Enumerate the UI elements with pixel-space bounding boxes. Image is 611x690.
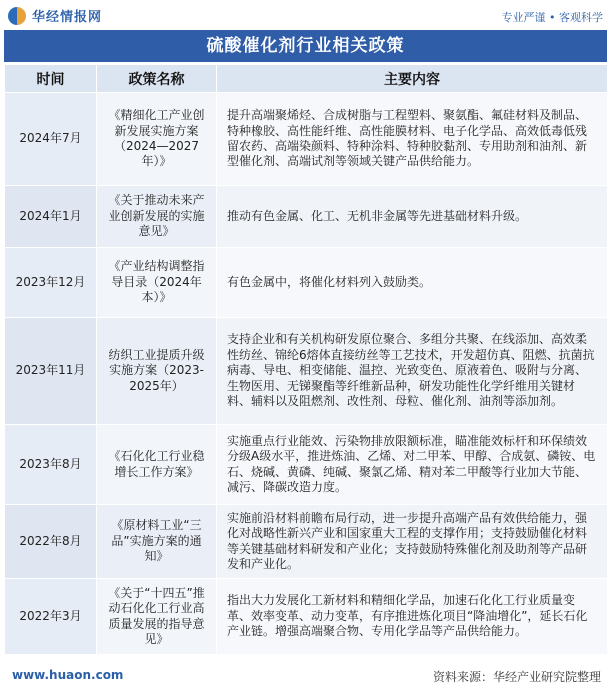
column-header-policy-name: 政策名称 <box>97 65 217 93</box>
row-content: 提升高端聚烯烃、合成树脂与工程塑料、聚氨酯、氟硅材料及制品、特种橡胶、高性能纤维、高性能膜材料、电子化学品、高效低毒低残留农药、高端染颜料、特种涂料、特种胶黏剂、专用助剂和油剂、新型催化剂、高端试剂等领域关键产品供给能力。 <box>217 93 608 186</box>
brand-logo <box>8 6 102 25</box>
policy-table <box>4 64 608 655</box>
row-content: 支持企业和有关机构研发原位聚合、多组分共聚、在线添加、高效柔性纺丝、锦纶6熔体直接纺丝等工艺技术，开发超仿真、阻燃、抗菌抗病毒、导电、相变储能、温控、光致变色、原液着色、吸附与分离、生物医用、无锑聚酯等纤维新品种，研发功能性化学纤维用关键材料、辅料以及阻燃剂、改性剂、母粒、催化剂、油剂等添加剂。 <box>217 318 608 425</box>
table-row <box>5 248 608 318</box>
column-header-date: 时间 <box>5 65 97 93</box>
top-bar <box>0 0 611 30</box>
table-row <box>5 579 608 655</box>
table-row <box>5 93 608 186</box>
row-policy-name: 纺织工业提质升级实施方案（2023-2025年） <box>97 318 217 425</box>
row-policy-name: 《关于“十四五”推动石化化工行业高质量发展的指导意见》 <box>97 579 217 655</box>
row-content: 实施重点行业能效、污染物排放限额标准，瞄准能效标杆和环保绩效分级A级水平，推进炼油、乙烯、对二甲苯、甲醇、合成氨、磷铵、电石、烧碱、黄磷、纯碱、聚氯乙烯、精对苯二甲酸等行业加大节能、减污、降碳改造力度。 <box>217 425 608 505</box>
row-content: 推动有色金属、化工、无机非金属等先进基础材料升级。 <box>217 186 608 248</box>
table-title: 硫酸催化剂行业相关政策 <box>4 30 607 62</box>
row-date: 2022年3月 <box>5 579 97 655</box>
logo-icon <box>8 7 26 25</box>
table-row <box>5 425 608 505</box>
row-content: 指出大力发展化工新材料和精细化学品，加速石化化工行业质量变革、效率变革、动力变革，有序推进炼化项目“降油增化”，延长石化产业链。增强高端聚合物、专用化学品等产品供给能力。 <box>217 579 608 655</box>
row-date: 2022年8月 <box>5 505 97 579</box>
footer-source: 资料来源：华经产业研究院整理 <box>432 670 601 684</box>
table-row <box>5 318 608 425</box>
row-policy-name: 《产业结构调整指导目录（2024年本）》 <box>97 248 217 318</box>
row-date: 2023年12月 <box>5 248 97 318</box>
row-content: 实施前沿材料前瞻布局行动，进一步提升高端产品有效供给能力，强化对战略性新兴产业和国家重大工程的支撑作用；支持鼓励催化材料等关键基础材料研发和产业化；支持鼓励特殊催化剂及助剂等产品研发和产业化。 <box>217 505 608 579</box>
table-row <box>5 505 608 579</box>
row-date: 2024年1月 <box>5 186 97 248</box>
row-policy-name: 《精细化工产业创新发展实施方案（2024—2027年）》 <box>97 93 217 186</box>
slogan: 专业严谨 • 客观科学 <box>501 11 603 24</box>
row-date: 2023年8月 <box>5 425 97 505</box>
footer-site: www.huaon.com <box>12 668 124 682</box>
row-content: 有色金属中，将催化材料列入鼓励类。 <box>217 248 608 318</box>
logo-text: 华经情报网 <box>32 10 103 25</box>
row-date: 2023年11月 <box>5 318 97 425</box>
row-date: 2024年7月 <box>5 93 97 186</box>
footer <box>0 662 611 690</box>
table-row <box>5 186 608 248</box>
table-header-row <box>5 65 608 93</box>
row-policy-name: 《石化化工行业稳增长工作方案》 <box>97 425 217 505</box>
row-policy-name: 《原材料工业“三品”实施方案的通知》 <box>97 505 217 579</box>
row-policy-name: 《关于推动未来产业创新发展的实施意见》 <box>97 186 217 248</box>
column-header-content: 主要内容 <box>217 65 608 93</box>
